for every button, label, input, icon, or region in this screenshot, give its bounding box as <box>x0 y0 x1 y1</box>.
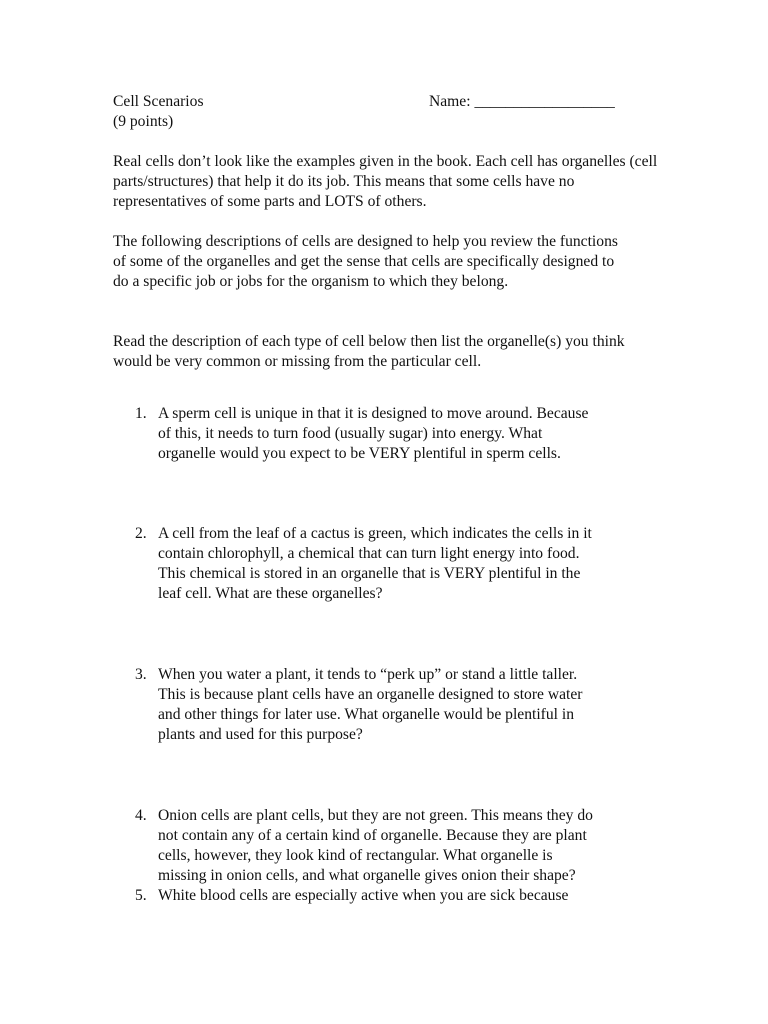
question-line: When you water a plant, it tends to “perk up” or stand a little taller. <box>158 666 578 683</box>
points-label: (9 points) <box>113 113 174 130</box>
question-line: missing in onion cells, and what organelle gives onion their shape? <box>158 867 576 884</box>
instructions-paragraph: Read the description of each type of cell below then list the organelle(s) you think would be very common or missing from the particular cell. <box>113 333 625 370</box>
question-line: leaf cell. What are these organelles? <box>158 585 383 602</box>
question-text <box>158 524 655 604</box>
question-line: Onion cells are plant cells, but they are not green. This means they do <box>158 807 593 824</box>
question-line: A sperm cell is unique in that it is designed to move around. Because <box>158 405 589 422</box>
question-text <box>158 404 655 464</box>
question-number: 2. <box>135 525 147 542</box>
question-number: 5. <box>135 887 147 904</box>
question-line: A cell from the leaf of a cactus is green, which indicates the cells in it <box>158 525 592 542</box>
question-line: contain chlorophyll, a chemical that can turn light energy into food. <box>158 545 580 562</box>
intro-paragraph: Real cells don’t look like the examples given in the book. Each cell has organelles (cell parts/structures) that help it do its job. This means that some cells have no representatives of some parts and LOTS of others. <box>113 153 658 210</box>
question-text <box>158 886 655 906</box>
question-line: not contain any of a certain kind of organelle. Because they are plant <box>158 827 587 844</box>
question-line: plants and used for this purpose? <box>158 726 363 743</box>
question-number: 3. <box>135 666 147 683</box>
question-line: White blood cells are especially active when you are sick because <box>158 887 569 904</box>
question-line: cells, however, they look kind of rectangular. What organelle is <box>158 847 553 864</box>
worksheet-page <box>113 92 658 904</box>
question-number: 4. <box>135 807 147 824</box>
question-number: 1. <box>135 405 147 422</box>
description-paragraph: The following descriptions of cells are designed to help you review the functions of some of the organelles and get the sense that cells are specifically designed to do a specific job or jobs for the organism to which they belong. <box>113 233 618 290</box>
worksheet-header <box>113 92 658 132</box>
question-line: This chemical is stored in an organelle that is VERY plentiful in the <box>158 565 581 582</box>
question-line: organelle would you expect to be VERY plentiful in sperm cells. <box>158 445 561 462</box>
name-field: Name: __________________ <box>429 93 615 110</box>
worksheet-title: Cell Scenarios <box>113 93 204 110</box>
question-line: and other things for later use. What organelle would be plentiful in <box>158 706 575 723</box>
question-line: This is because plant cells have an organelle designed to store water <box>158 686 583 703</box>
question-text <box>158 806 655 886</box>
question-text <box>158 665 655 745</box>
question-line: of this, it needs to turn food (usually sugar) into energy. What <box>158 425 543 442</box>
